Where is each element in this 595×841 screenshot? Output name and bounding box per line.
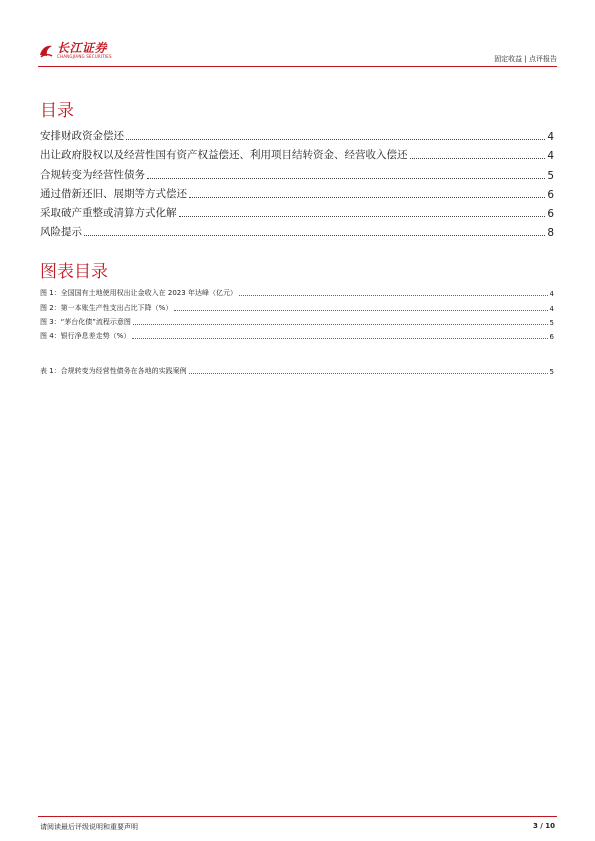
toc-entry[interactable] <box>40 124 554 143</box>
toc-entry-title: 出让政府股权以及经营性国有资产权益偿还、利用项目结转资金、经营收入偿还 <box>40 149 408 162</box>
page-header <box>38 40 557 64</box>
dot-leader <box>147 178 545 179</box>
toc-entry-title: 合规转变为经营性债务 <box>40 168 145 181</box>
figure-entry-title: 图 1：全国国有土地使用权出让金收入在 2023 年达峰（亿元） <box>40 289 237 298</box>
toc-entry-title: 采取破产重整或清算方式化解 <box>40 206 177 219</box>
toc-entry-page: 6 <box>547 188 554 201</box>
header-divider <box>38 66 557 67</box>
toc-entry[interactable] <box>40 220 554 239</box>
toc-entry-page: 6 <box>547 207 554 220</box>
toc-entry-title: 通过借新还旧、展期等方式偿还 <box>40 187 187 200</box>
company-logo <box>38 42 112 59</box>
report-type-label: 固定收益 | 点评报告 <box>494 55 557 63</box>
dot-leader <box>239 295 548 296</box>
figure-entry[interactable] <box>40 313 554 327</box>
footer-divider <box>38 816 557 817</box>
dot-leader <box>189 373 548 374</box>
figure-list <box>40 284 554 341</box>
dot-leader <box>179 216 546 217</box>
toc-list <box>40 124 554 239</box>
dot-leader <box>84 235 545 236</box>
changjiang-logo-icon <box>38 43 54 59</box>
toc-entry[interactable] <box>40 182 554 201</box>
figure-entry[interactable] <box>40 327 554 341</box>
toc-entry-title: 风险提示 <box>40 226 82 239</box>
figure-toc-title: 图表目录 <box>40 262 108 282</box>
figure-entry-page: 4 <box>549 290 554 299</box>
toc-title: 目录 <box>40 101 74 121</box>
page-number: 3 / 10 <box>532 822 555 830</box>
toc-entry-page: 5 <box>547 169 554 182</box>
figure-entry-title: 图 3：“茅台化债”流程示意图 <box>40 317 131 326</box>
dot-leader <box>132 338 547 339</box>
figure-entry-title: 图 4：银行净息差走势（%） <box>40 332 131 341</box>
dot-leader <box>133 324 548 325</box>
figure-entry-title: 图 2：第一本账生产性支出占比下降（%） <box>40 303 173 312</box>
table-list <box>40 362 554 376</box>
toc-entry[interactable] <box>40 143 554 162</box>
toc-entry[interactable] <box>40 201 554 220</box>
toc-entry[interactable] <box>40 162 554 181</box>
dot-leader <box>126 139 545 140</box>
figure-entry-page: 6 <box>549 333 554 342</box>
logo-text-cn: 长江证券 <box>57 41 108 55</box>
figure-entry[interactable] <box>40 298 554 312</box>
toc-entry-title: 安排财政资金偿还 <box>40 130 124 143</box>
toc-entry-page: 8 <box>547 227 554 240</box>
dot-leader <box>189 197 545 198</box>
table-entry-page: 5 <box>549 368 554 377</box>
figure-entry[interactable] <box>40 284 554 298</box>
figure-entry-page: 5 <box>549 318 554 327</box>
toc-entry-page: 4 <box>547 150 554 163</box>
table-entry[interactable] <box>40 362 554 376</box>
table-entry-title: 表 1：合规转变为经营性债务在各地的实践案例 <box>40 367 187 376</box>
footer-disclaimer: 请阅读最后评级说明和重要声明 <box>40 823 138 831</box>
dot-leader <box>410 158 546 159</box>
logo-text-en: CHANGJIANG SECURITIES <box>57 54 112 59</box>
toc-entry-page: 4 <box>547 131 554 144</box>
dot-leader <box>174 310 547 311</box>
figure-entry-page: 4 <box>549 304 554 313</box>
